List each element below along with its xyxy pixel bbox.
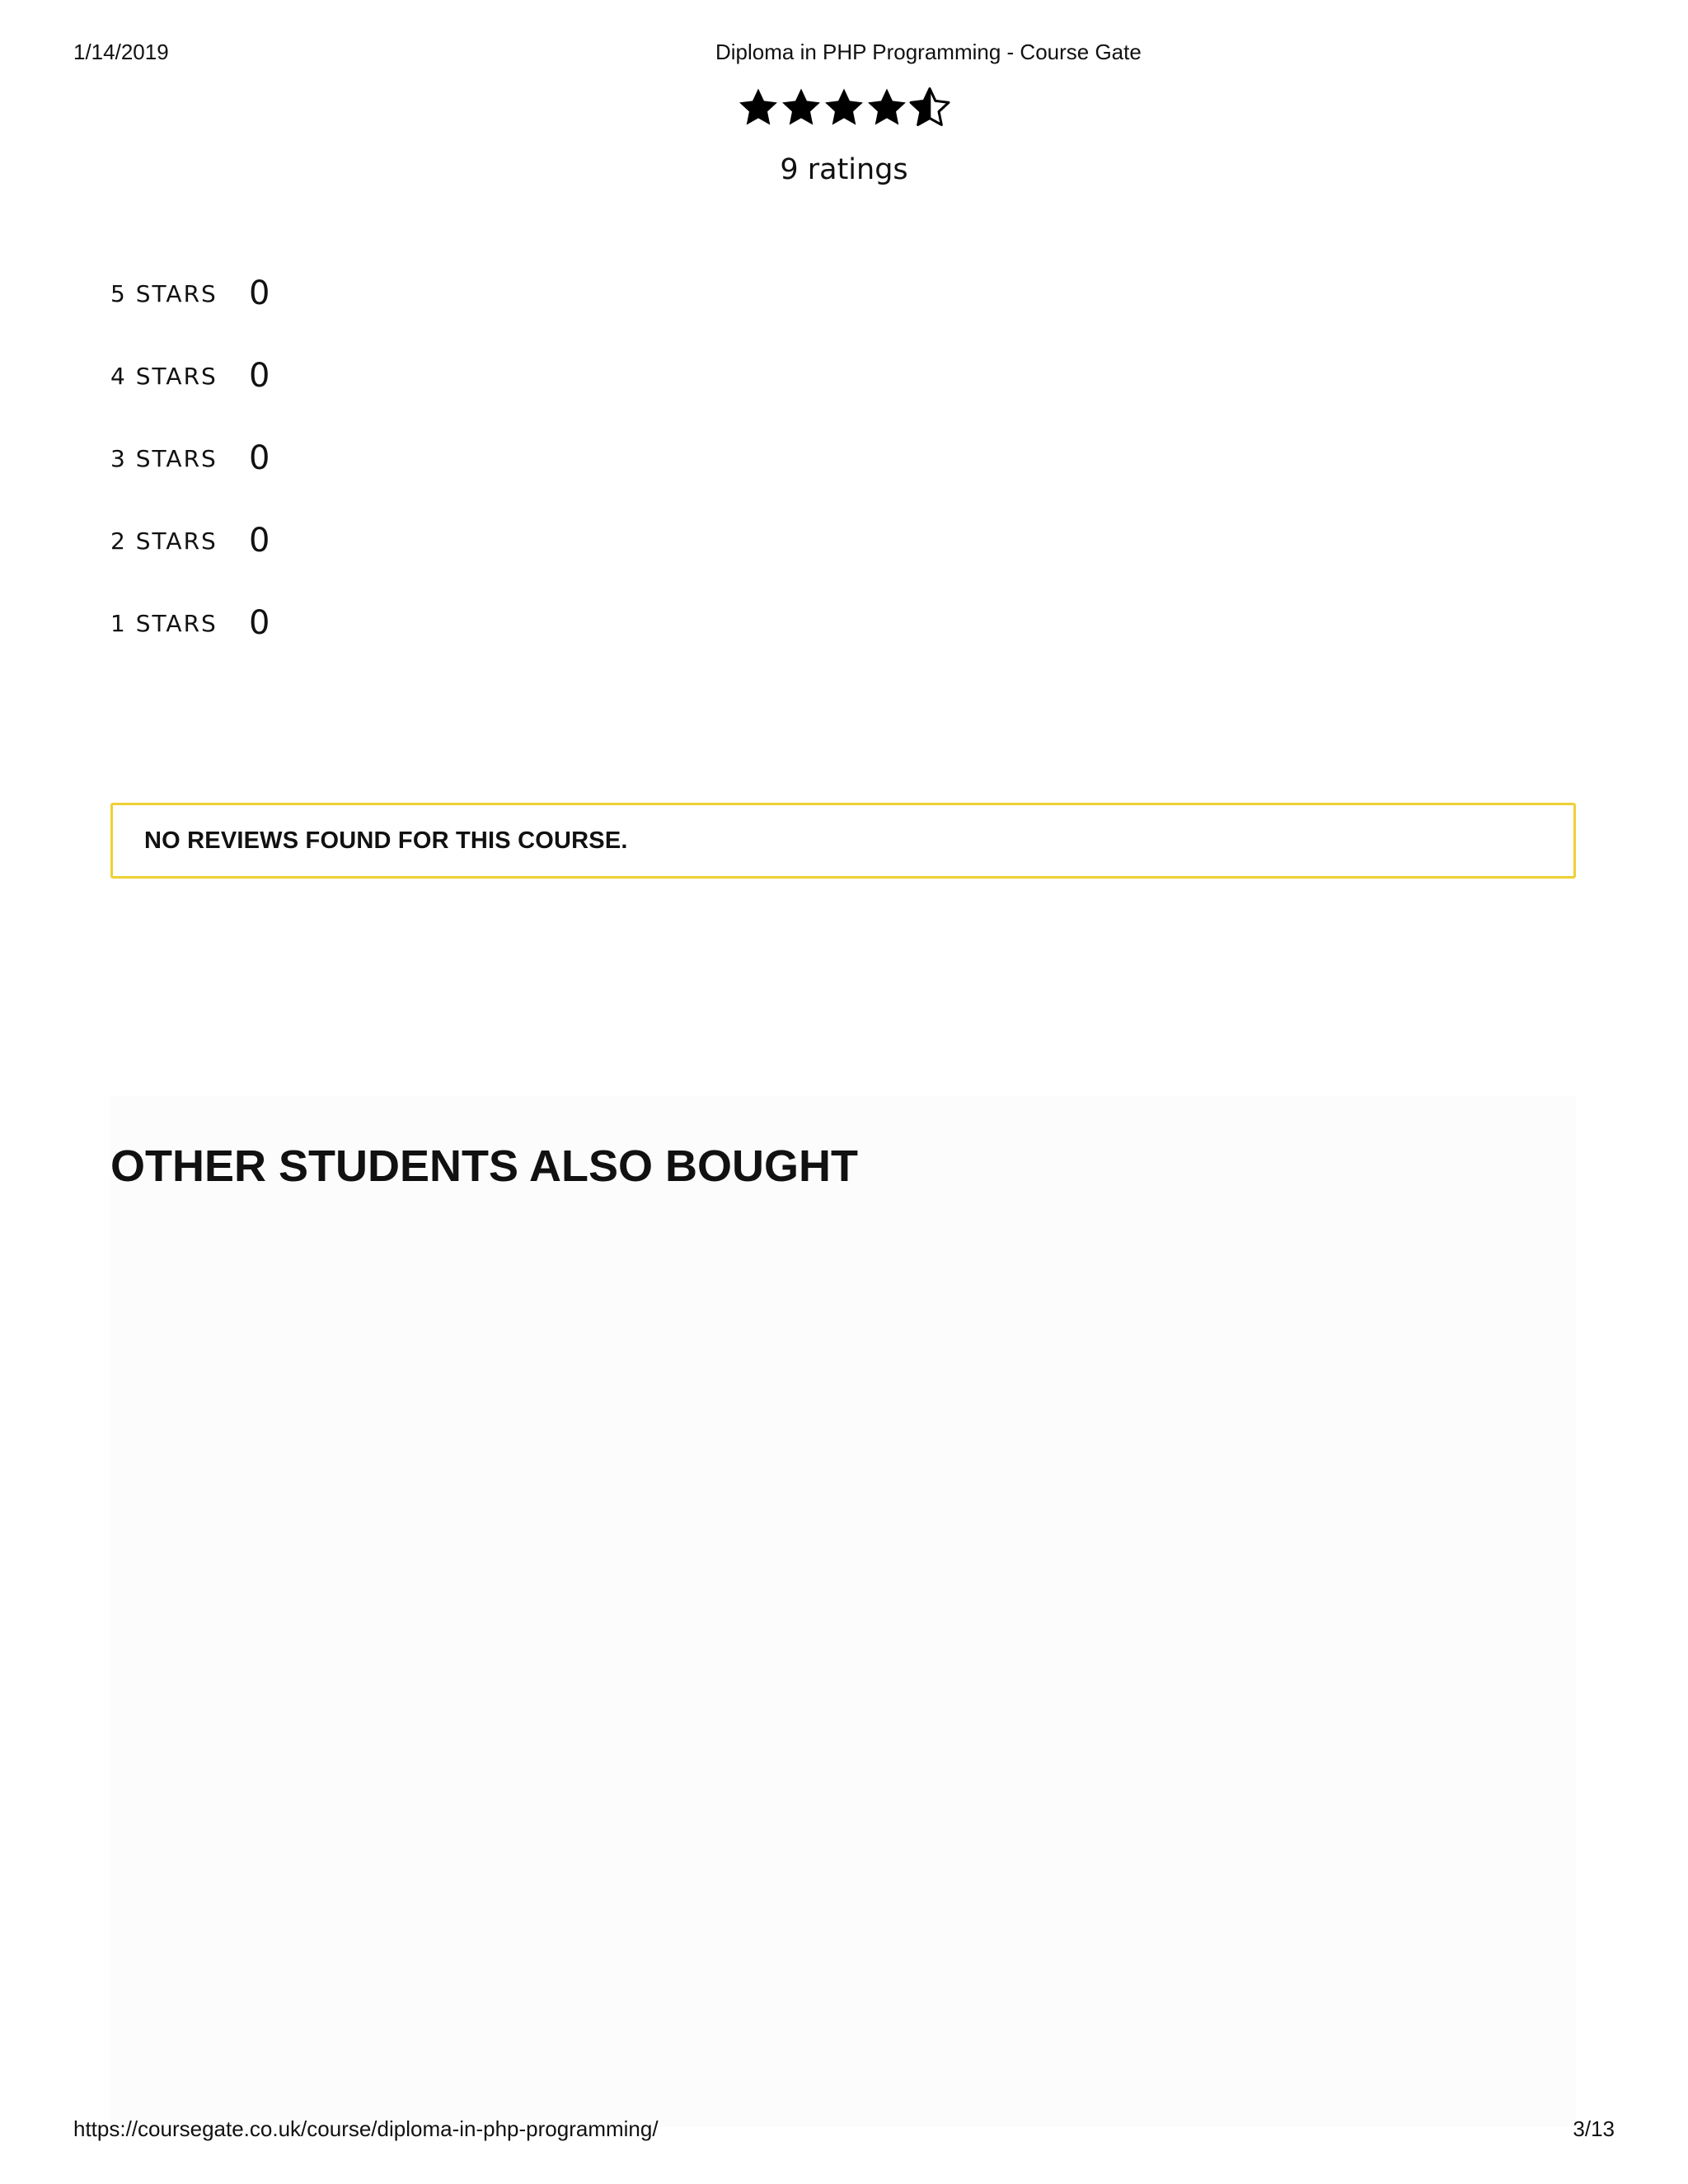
star-icon [737, 86, 780, 129]
rating-row-1 [110, 582, 270, 664]
rating-row-5 [110, 252, 270, 335]
rating-row-label: 5 STARS [110, 279, 218, 307]
no-reviews-notice [110, 803, 1576, 879]
rating-row-label: 4 STARS [110, 362, 218, 390]
average-rating-stars [737, 86, 951, 132]
rating-row-label: 2 STARS [110, 527, 218, 555]
ratings-count: 9 ratings [780, 153, 908, 186]
print-footer-url[interactable]: https://coursegate.co.uk/course/diploma-in-php-programming/ [73, 2116, 659, 2141]
star-icon [823, 86, 865, 129]
also-bought-heading: OTHER STUDENTS ALSO BOUGHT [110, 1141, 859, 1191]
rating-row-count: 0 [249, 274, 270, 312]
print-header-date: 1/14/2019 [73, 40, 169, 64]
rating-row-2 [110, 499, 270, 582]
rating-row-count: 0 [249, 439, 270, 477]
rating-row-label: 1 STARS [110, 609, 218, 637]
print-footer-page-number: 3/13 [1573, 2116, 1615, 2141]
rating-row-count: 0 [249, 604, 270, 642]
star-icon [865, 86, 908, 129]
rating-breakdown [110, 252, 270, 664]
rating-row-4 [110, 335, 270, 417]
no-reviews-message: NO REVIEWS FOUND FOR THIS COURSE. [144, 827, 628, 854]
rating-row-count: 0 [249, 357, 270, 395]
rating-row-count: 0 [249, 522, 270, 560]
rating-row-3 [110, 417, 270, 499]
also-bought-section [110, 1096, 1576, 2126]
star-half-icon [908, 86, 951, 129]
print-header-title: Diploma in PHP Programming - Course Gate [715, 40, 1142, 64]
rating-row-label: 3 STARS [110, 444, 218, 472]
star-icon [780, 86, 823, 129]
